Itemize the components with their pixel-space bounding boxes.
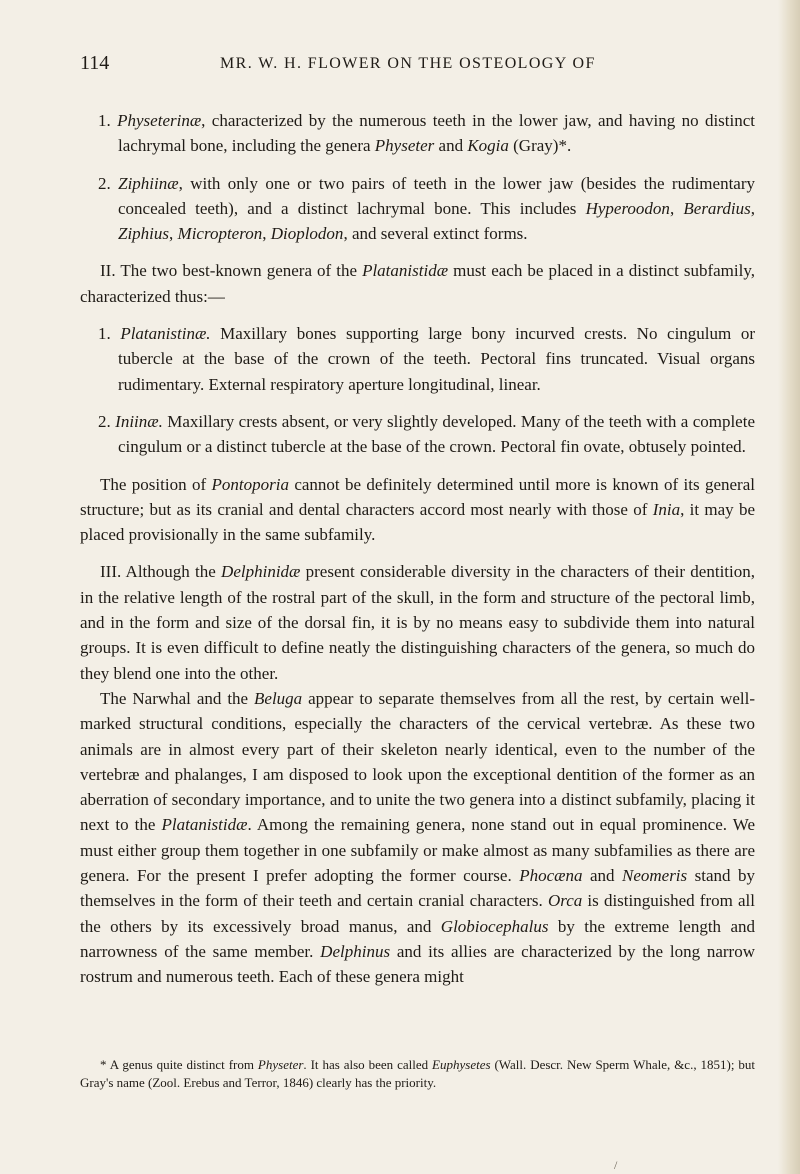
family-name: Delphinidæ	[221, 562, 301, 582]
subfamily-name: Ziphiinæ	[118, 173, 179, 193]
item-number: 2.	[98, 173, 111, 193]
item-text: , with only one or two pairs of teeth in the lower jaw (besides the rudimentary concealed teeth), and a distinct lachrymal bone. This includes	[118, 173, 756, 218]
paragraph-text: is distinguished from all the others by its excessively broad manus, and	[80, 891, 755, 936]
footnote-text: . It has also been called	[303, 1057, 433, 1072]
item-number: 1.	[98, 111, 111, 130]
subfamily-name: Iniinæ.	[115, 411, 163, 431]
genus-name: Beluga	[254, 688, 303, 708]
paragraph-text: by the extreme length and narrowness of the same member.	[80, 916, 755, 961]
item-text: Maxillary bones supporting large bony incurved crests. No cingulum or tubercle at the base of the crown of the teeth. Pectoral fins truncated. Visual organs rudimentary. External respiratory aperture longitudinal, linear.	[118, 324, 755, 394]
footnote	[80, 1056, 755, 1092]
item-number: 2.	[98, 411, 111, 431]
genus-name: Micropteron	[177, 224, 263, 244]
separator: ,	[169, 224, 178, 244]
item-text: (Gray)*.	[508, 136, 572, 156]
narwhal-paragraph	[80, 686, 755, 990]
body-text	[80, 108, 755, 990]
pontoporia-paragraph	[80, 472, 755, 548]
item-number: 1.	[98, 324, 111, 344]
genus-name: Dioplodon	[270, 224, 344, 244]
paragraph-text: The Narwhal and the	[100, 688, 255, 708]
genus-name: Delphinus	[320, 941, 391, 961]
page-header	[80, 52, 740, 82]
family-name: Platanistidæ	[161, 815, 248, 835]
separator: ,	[669, 198, 684, 218]
item-iniinae	[80, 409, 755, 460]
paragraph-text: cannot be definitely determined until more is known of its general structure; but as its cranial and dental characters accord most nearly with those of	[80, 474, 755, 519]
footnote-text: (Wall. Descr. New Sperm Whale, &c., 1851); but Gray's name (Zool. Erebus and Terror, 1846) clearly has the priority.	[80, 1057, 755, 1090]
section-text: Although the	[121, 562, 222, 582]
paragraph-text: . Among the remaining genera, none stand out in equal prominence. We must either group them together in one subfamily or make almost as many subfamilies as there are genera. For the present I prefer adopting the former course.	[80, 815, 755, 886]
running-title: MR. W. H. FLOWER ON THE OSTEOLOGY OF	[220, 55, 596, 72]
genus-name: Euphysetes	[432, 1057, 491, 1072]
stray-mark: /	[614, 1158, 618, 1172]
genus-name: Pontoporia	[211, 474, 289, 494]
family-name: Platanistidæ	[362, 261, 449, 281]
genus-name: Physeter	[257, 1057, 304, 1072]
genus-name: Kogia	[467, 136, 509, 156]
section-number: III.	[100, 562, 122, 582]
genus-name: Globiocephalus	[440, 916, 549, 936]
separator: ,	[262, 224, 271, 244]
genus-name: Orca	[547, 891, 583, 911]
section-three	[80, 559, 755, 685]
subfamily-name: Platanistinæ.	[120, 324, 211, 344]
genus-name: Inia	[652, 499, 681, 519]
paragraph-text: The position of	[100, 474, 212, 494]
page-number: 114	[80, 52, 110, 74]
paragraph-text: appear to separate themselves from all the rest, by certain well-marked structural conditions, especially the characters of the cervical vertebræ. As these two animals are in almost every part of their skeleton nearly identical, even to the number of the vertebræ and phalanges, I am disposed to look upon the exceptional dentition of the former as an aberration of secondary importance, and to unite the two genera into a distinct subfamily, placing it next to the	[80, 688, 756, 835]
genus-name: Hyperoodon	[585, 198, 670, 218]
section-number: II.	[100, 261, 116, 281]
separator: ,	[750, 198, 756, 218]
section-two	[80, 258, 755, 309]
item-physeterinae	[80, 108, 755, 159]
footnote-text: * A genus quite distinct from	[100, 1057, 258, 1072]
section-text: The two best-known genera of the	[115, 261, 363, 281]
paragraph-text: , it may be placed provisionally in the same subfamily.	[80, 499, 755, 545]
item-ziphiinae	[80, 171, 755, 247]
item-platanistinae	[80, 321, 755, 397]
genus-name: Neomeris	[621, 866, 688, 886]
subfamily-name: Physeterinæ	[117, 111, 202, 130]
item-text: Maxillary crests absent, or very slightly developed. Many of the teeth with a complete cingulum or a distinct tubercle at the base of the crown. Pectoral fin ovate, obtusely pointed.	[118, 411, 755, 457]
section-text: present considerable diversity in the characters of their dentition, in the relative length of the rostral part of the skull, in the form and structure of the pectoral limb, and in the form and size of the dorsal fin, it is by no means easy to subdivide them into natural groups. It is even difficult to define neatly the distinguishing characters of the genera, so much do they blend one into the other.	[80, 562, 755, 683]
genus-name: Physeter	[374, 136, 435, 156]
page-edge-shadow	[778, 0, 800, 1174]
paragraph-text: stand by themselves in the form of their teeth and certain cranial characters.	[80, 866, 756, 911]
item-text: , characterized by the numerous teeth in the lower jaw, and having no distinct lachrymal bone, including the genera	[118, 111, 755, 156]
genus-name: Berardius	[683, 198, 751, 218]
paragraph-text: and its allies are characterized by the long narrow rostrum and numerous teeth. Each of these genera might	[80, 941, 755, 987]
genus-name: Phocæna	[519, 866, 583, 886]
item-text: , and several extinct forms.	[343, 224, 528, 244]
conjunction: and	[582, 866, 622, 886]
section-text: must each be placed in a distinct subfamily, characterized thus:—	[80, 261, 755, 306]
genus-name: Ziphius	[118, 224, 170, 244]
conjunction: and	[434, 136, 468, 156]
